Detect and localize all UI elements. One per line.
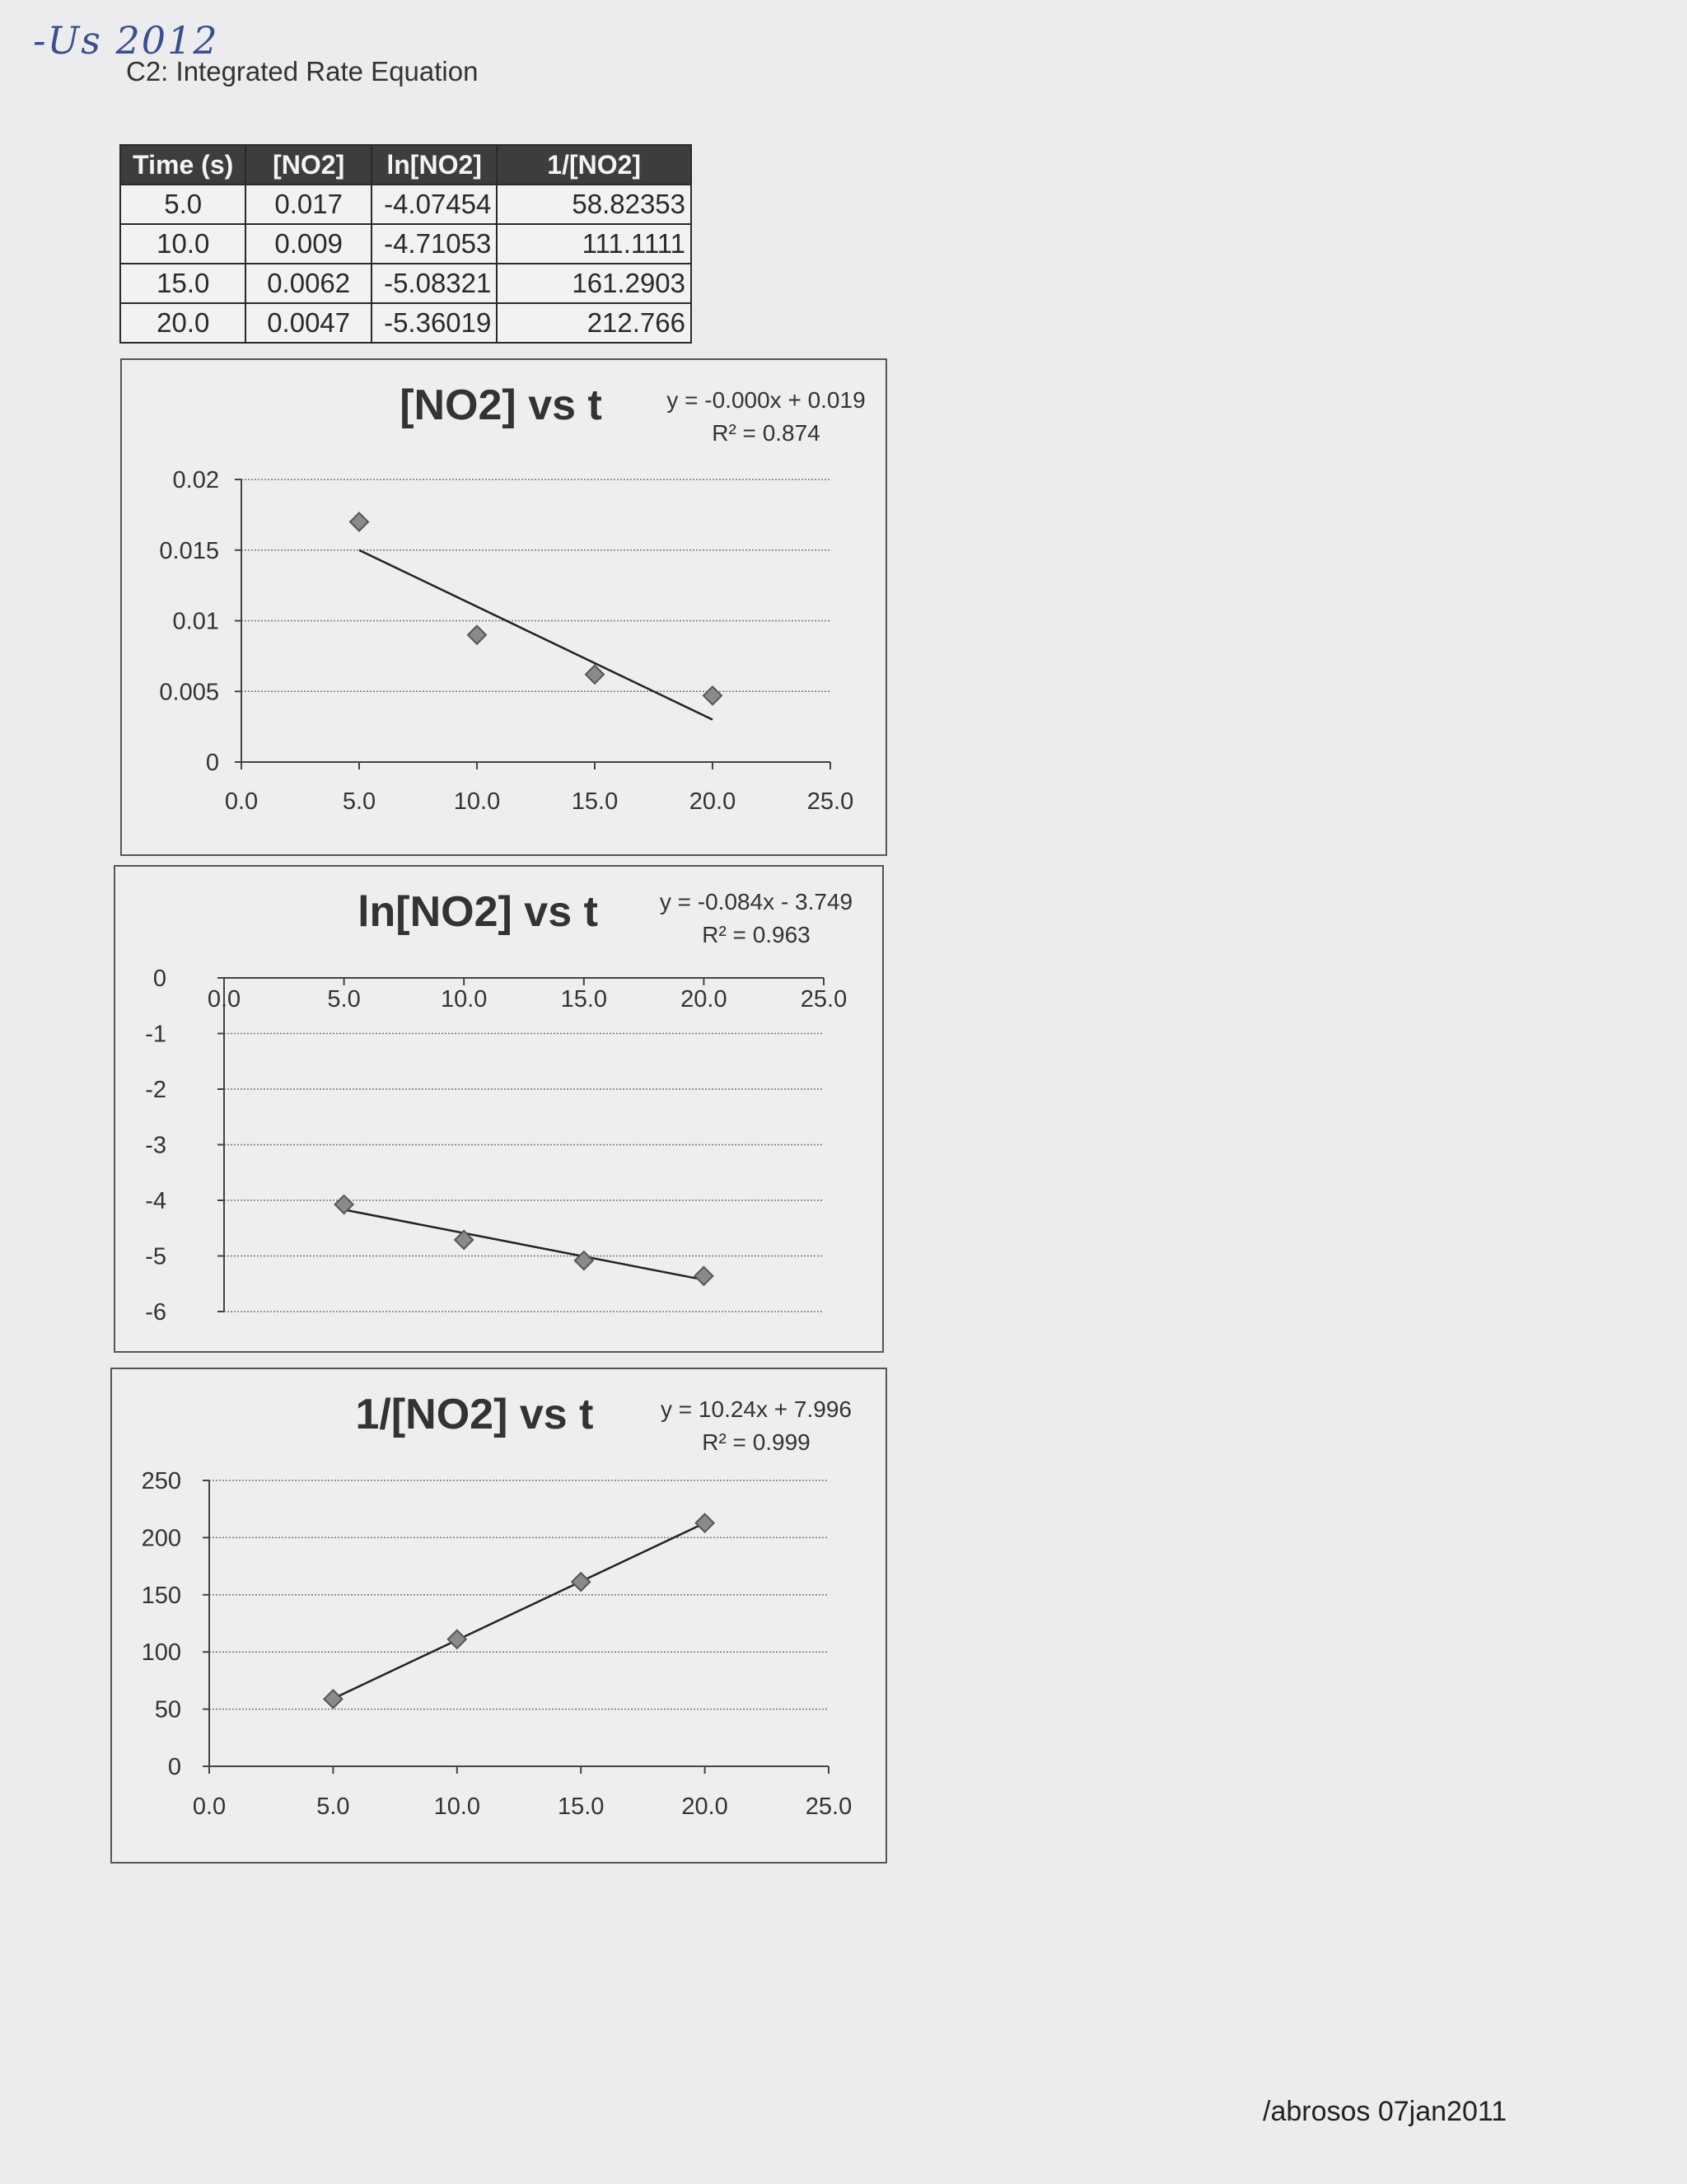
data-point [448,1630,466,1649]
table-cell: 0.017 [245,185,371,224]
table-cell: 0.0047 [245,303,371,343]
table-cell: 15.0 [120,264,245,303]
column-header-ln-concentration: ln[NO2] [372,145,497,185]
x-tick-label: 10.0 [440,986,488,1012]
column-header-inverse-concentration: 1/[NO2] [497,145,691,185]
x-tick-label: 20.0 [689,788,736,815]
chart-ln-no2-vs-t [114,865,884,1353]
y-tick-label: -4 [145,1188,166,1214]
x-tick-label: 5.0 [316,1793,350,1820]
table-row [120,185,691,224]
table-cell: -5.36019 [372,303,497,343]
x-tick-label: 0.0 [192,1793,227,1820]
table-cell: 161.2903 [497,264,691,303]
trendline-r-squared: R² = 0.999 [702,1429,811,1455]
y-tick-label: -3 [145,1132,166,1159]
y-tick-label: 0.01 [172,608,219,635]
data-point [324,1690,342,1708]
table-cell: 0.009 [245,224,371,264]
trendline [344,1209,704,1279]
table-row [120,224,691,264]
y-tick-label: -6 [145,1299,166,1326]
trendline-r-squared: R² = 0.963 [702,922,811,947]
table-cell: 10.0 [120,224,245,264]
chart-svg [115,867,882,1351]
y-tick-label: 100 [141,1639,181,1667]
data-point [586,666,604,684]
trendline [359,550,713,720]
table-cell: 5.0 [120,185,245,224]
data-table [119,144,692,344]
y-tick-label: 0 [152,966,166,992]
chart-title: [NO2] vs t [400,381,602,429]
chart-svg [112,1369,886,1862]
x-tick-label: 15.0 [560,986,608,1012]
x-tick-label: 10.0 [453,788,501,815]
table-cell: 111.1111 [497,224,691,264]
y-tick-label: 0.005 [159,679,219,706]
table-header-row [120,145,691,185]
x-tick-label: 15.0 [557,1793,605,1820]
data-point [350,512,368,531]
data-point [572,1573,590,1591]
x-tick-label: 10.0 [433,1793,481,1820]
y-tick-label: 50 [154,1696,181,1723]
y-tick-label: -2 [145,1077,166,1103]
chart-svg [122,360,886,854]
trendline-equation: y = 10.24x + 7.996 [661,1396,852,1422]
chart-title: 1/[NO2] vs t [355,1391,594,1438]
y-tick-label: 0 [167,1754,181,1780]
signature-date: /abrosos 07jan2011 [1263,2096,1507,2127]
y-tick-label: 250 [141,1468,181,1494]
chart-inverse-no2-vs-t [110,1368,887,1864]
x-tick-label: 20.0 [680,986,727,1012]
trendline [333,1523,704,1699]
chart-no2-vs-t [120,358,887,856]
table-cell: -4.07454 [372,185,497,224]
data-point [468,626,486,644]
y-tick-label: -1 [145,1021,166,1048]
table-row [120,264,691,303]
y-tick-label: 0.02 [172,467,219,493]
x-tick-label: 5.0 [327,986,361,1012]
chart-title: ln[NO2] vs t [357,888,598,936]
data-point [696,1514,714,1532]
x-tick-label: 25.0 [805,1793,853,1820]
trendline-r-squared: R² = 0.874 [712,420,820,446]
table-cell: -5.08321 [372,264,497,303]
y-tick-label: 150 [141,1582,181,1609]
x-tick-label: 25.0 [806,788,854,815]
x-tick-label: 0.0 [224,788,259,815]
x-tick-label: 25.0 [800,986,848,1012]
table-cell: 0.0062 [245,264,371,303]
x-tick-label: 5.0 [342,788,376,815]
trendline-equation: y = -0.084x - 3.749 [659,889,853,914]
y-tick-label: 0.015 [159,537,219,564]
data-point [694,1267,713,1285]
table-cell: 20.0 [120,303,245,343]
table-row [120,303,691,343]
handwritten-note: -Us 2012 [33,18,219,63]
x-tick-label: 0.0 [207,986,241,1012]
trendline-equation: y = -0.000x + 0.019 [666,387,866,413]
table-cell: -4.71053 [372,224,497,264]
x-tick-label: 20.0 [681,1793,728,1820]
y-tick-label: -5 [145,1243,166,1270]
column-header-time: Time (s) [120,145,245,185]
data-point [703,686,722,704]
y-tick-label: 200 [141,1525,181,1552]
document-title: C2: Integrated Rate Equation [126,56,479,87]
column-header-concentration: [NO2] [245,145,371,185]
table-cell: 212.766 [497,303,691,343]
table-cell: 58.82353 [497,185,691,224]
y-tick-label: 0 [205,750,219,776]
x-tick-label: 15.0 [571,788,619,815]
